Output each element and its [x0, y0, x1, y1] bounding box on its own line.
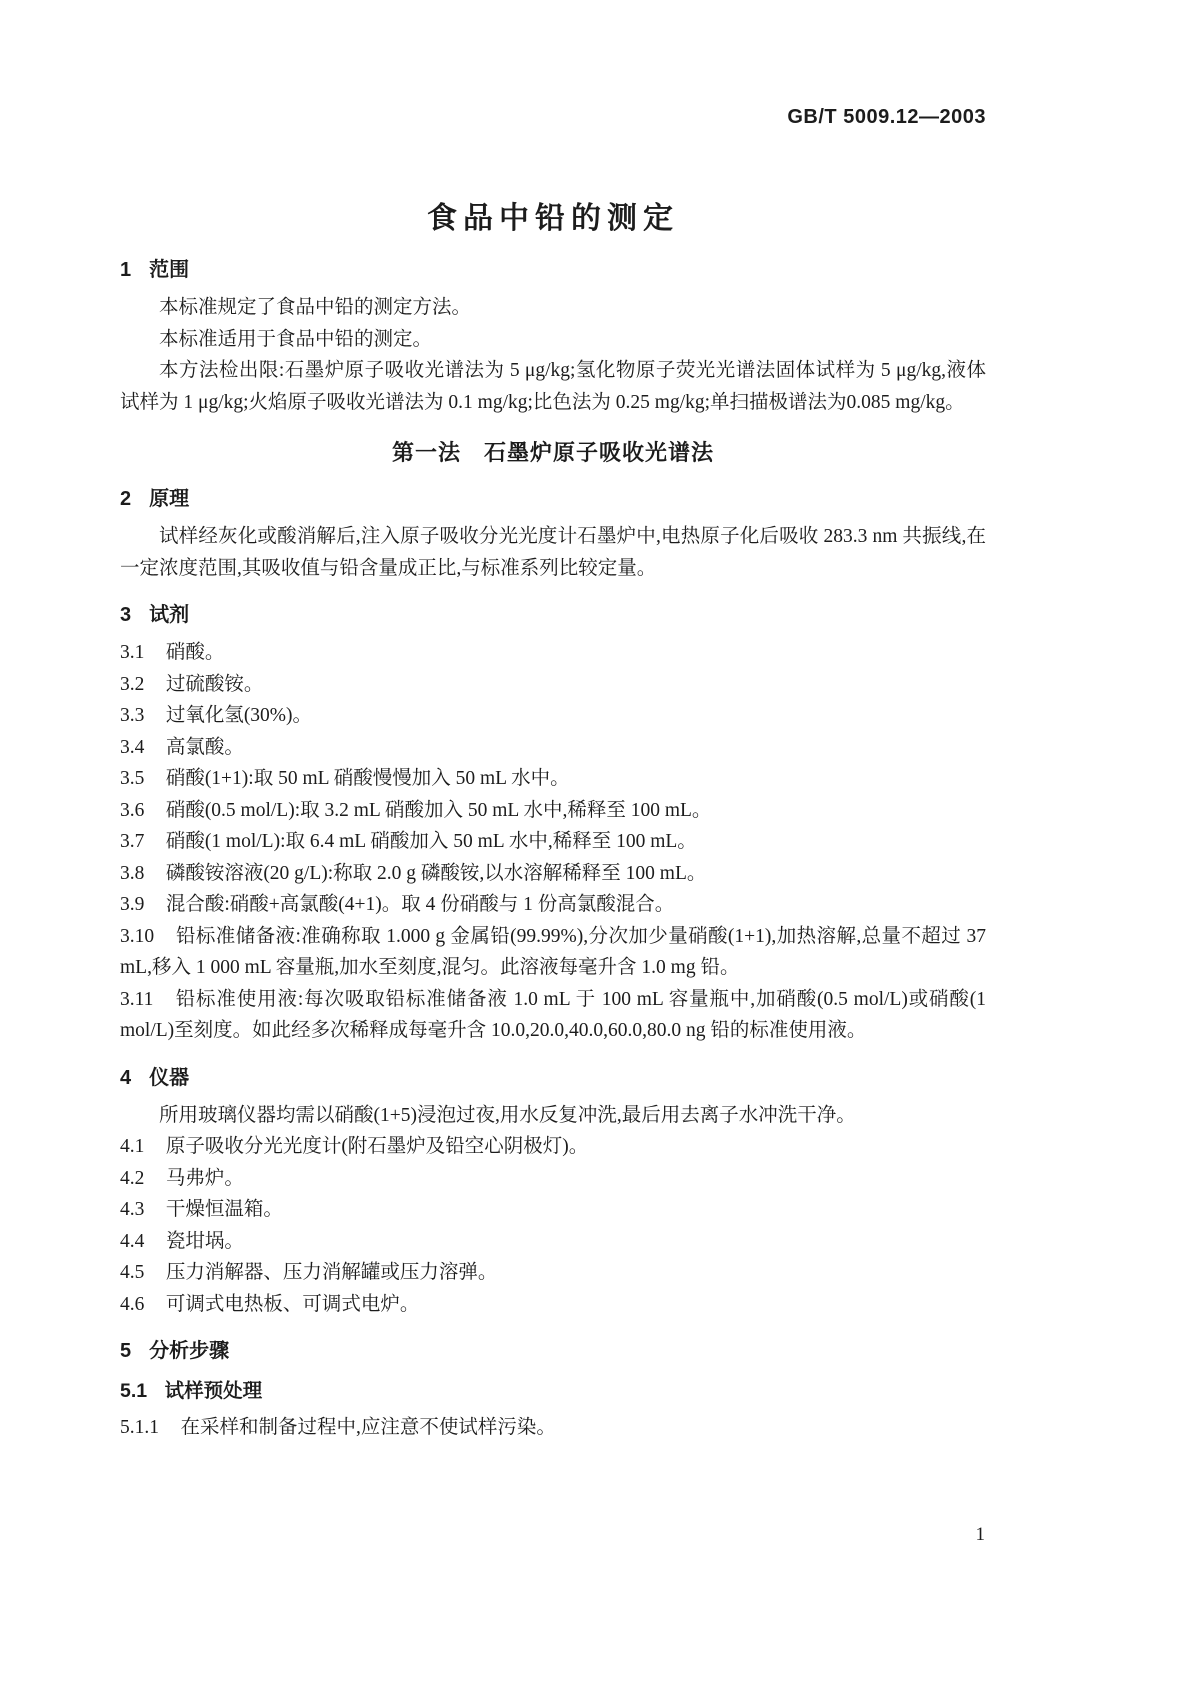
section-heading-reagents	[120, 602, 986, 628]
item-number: 3.3	[120, 705, 145, 726]
section-heading-procedure	[120, 1338, 986, 1364]
document-title: 食品中铅的测定	[427, 202, 679, 235]
reagent-item	[120, 700, 986, 732]
section-heading-scope	[120, 257, 986, 283]
paragraph-scope-1: 本标准规定了食品中铅的测定方法。	[159, 297, 472, 318]
item-number: 4.2	[120, 1167, 145, 1189]
item-number: 4.4	[120, 1230, 145, 1252]
paragraph-scope-2: 本标准适用于食品中铅的测定。	[159, 328, 433, 350]
reagent-item	[120, 984, 986, 1047]
reagent-item	[120, 669, 986, 701]
item-number: 4.1	[120, 1136, 145, 1157]
document-content	[120, 0, 986, 1444]
item-number: 3.7	[120, 831, 145, 852]
item-text: 铅标准储备液:准确称取 1.000 g 金属铅(99.99%),分次加少量硝酸(1+1),加热溶解,总量不超过 37 mL,移入 1 000 mL 容量瓶,加水至刻度,混匀。此溶液每毫升含 1.0 mg 铅。	[120, 925, 986, 978]
item-number: 3.2	[120, 673, 145, 695]
standard-code: GB/T 5009.12—2003	[787, 106, 986, 128]
apparatus-item	[120, 1257, 986, 1289]
apparatus-item	[120, 1226, 986, 1258]
item-text: 铅标准使用液:每次吸取铅标准储备液 1.0 mL 于 100 mL 容量瓶中,加硝酸(0.5 mol/L)或硝酸(1 mol/L)至刻度。如此经多次稀释成每毫升含 10.0,20.0,40.0,60.0,80.0 ng 铅的标准使用液。	[120, 988, 986, 1041]
procedure-item	[120, 1412, 986, 1444]
section-number: 4	[120, 1066, 132, 1089]
item-number: 3.10	[120, 925, 155, 947]
reagent-item	[120, 763, 986, 795]
section-title: 试剂	[149, 604, 190, 626]
paragraph-principle: 试样经灰化或酸消解后,注入原子吸收分光光度计石墨炉中,电热原子化后吸收 283.3 nm 共振线,在一定浓度范围,其吸收值与铅含量成正比,与标准系列比较定量。	[120, 526, 986, 579]
item-text: 硝酸(0.5 mol/L):取 3.2 mL 硝酸加入 50 mL 水中,稀释至 100 mL。	[165, 799, 712, 821]
apparatus-item	[120, 1131, 986, 1163]
item-number: 3.1	[120, 642, 145, 663]
item-text: 硝酸(1+1):取 50 mL 硝酸慢慢加入 50 mL 水中。	[165, 768, 570, 789]
item-number: 3.9	[120, 894, 145, 915]
subsection-heading-pretreatment	[120, 1378, 986, 1404]
item-number: 3.8	[120, 862, 145, 884]
item-text: 硝酸。	[165, 642, 225, 663]
item-number: 3.4	[120, 736, 145, 758]
section-title: 仪器	[149, 1066, 190, 1089]
apparatus-item	[120, 1289, 986, 1321]
item-text: 瓷坩埚。	[165, 1230, 244, 1252]
reagent-item	[120, 858, 986, 890]
page-number: 1	[975, 1524, 985, 1545]
paragraph-apparatus-intro: 所用玻璃仪器均需以硝酸(1+5)浸泡过夜,用水反复冲洗,最后用去离子水冲洗干净。	[159, 1104, 856, 1126]
item-text: 过硫酸铵。	[165, 673, 264, 695]
item-text: 原子吸收分光光度计(附石墨炉及铅空心阴极灯)。	[165, 1136, 589, 1157]
item-text: 高氯酸。	[165, 736, 244, 758]
item-number: 3.5	[120, 768, 145, 789]
item-number: 4.6	[120, 1293, 145, 1315]
section-number: 1	[120, 259, 132, 281]
reagent-item	[120, 637, 986, 669]
section-heading-apparatus	[120, 1065, 986, 1091]
item-number: 4.5	[120, 1262, 145, 1283]
paragraph-scope-3: 本方法检出限:石墨炉原子吸收光谱法为 5 μg/kg;氢化物原子荧光光谱法固体试样为 5 μg/kg,液体试样为 1 μg/kg;火焰原子吸收光谱法为 0.1 mg/kg;比色法为 0.25 mg/kg;单扫描极谱法为0.085 mg/kg。	[120, 360, 986, 413]
subsection-title: 试样预处理	[164, 1380, 263, 1402]
reagent-item	[120, 732, 986, 764]
item-number: 4.3	[120, 1199, 145, 1220]
item-text: 可调式电热板、可调式电炉。	[165, 1293, 420, 1315]
section-title: 分析步骤	[149, 1340, 230, 1362]
item-number: 3.6	[120, 799, 145, 821]
item-text: 过氧化氢(30%)。	[165, 705, 313, 726]
reagent-item	[120, 921, 986, 984]
item-text: 压力消解器、压力消解罐或压力溶弹。	[165, 1262, 498, 1283]
apparatus-item	[120, 1194, 986, 1226]
apparatus-item	[120, 1163, 986, 1195]
reagent-item	[120, 826, 986, 858]
section-title: 原理	[149, 488, 190, 510]
method-1-heading: 第一法 石墨炉原子吸收光谱法	[391, 440, 714, 465]
subsection-number: 5.1	[120, 1380, 148, 1402]
item-number: 3.11	[120, 988, 154, 1010]
section-number: 5	[120, 1340, 132, 1362]
item-text: 硝酸(1 mol/L):取 6.4 mL 硝酸加入 50 mL 水中,稀释至 100 mL。	[165, 831, 697, 852]
reagent-item	[120, 889, 986, 921]
section-title: 范围	[149, 259, 190, 281]
item-text: 磷酸铵溶液(20 g/L):称取 2.0 g 磷酸铵,以水溶解稀释至 100 mL。	[165, 862, 707, 884]
section-heading-principle	[120, 486, 986, 512]
item-text: 马弗炉。	[165, 1167, 244, 1189]
item-number: 5.1.1	[120, 1417, 159, 1438]
item-text: 混合酸:硝酸+高氯酸(4+1)。取 4 份硝酸与 1 份高氯酸混合。	[165, 894, 675, 915]
item-text: 干燥恒温箱。	[165, 1199, 283, 1220]
section-number: 3	[120, 604, 132, 626]
section-number: 2	[120, 488, 132, 510]
item-text: 在采样和制备过程中,应注意不使试样污染。	[180, 1417, 556, 1438]
reagent-item	[120, 795, 986, 827]
